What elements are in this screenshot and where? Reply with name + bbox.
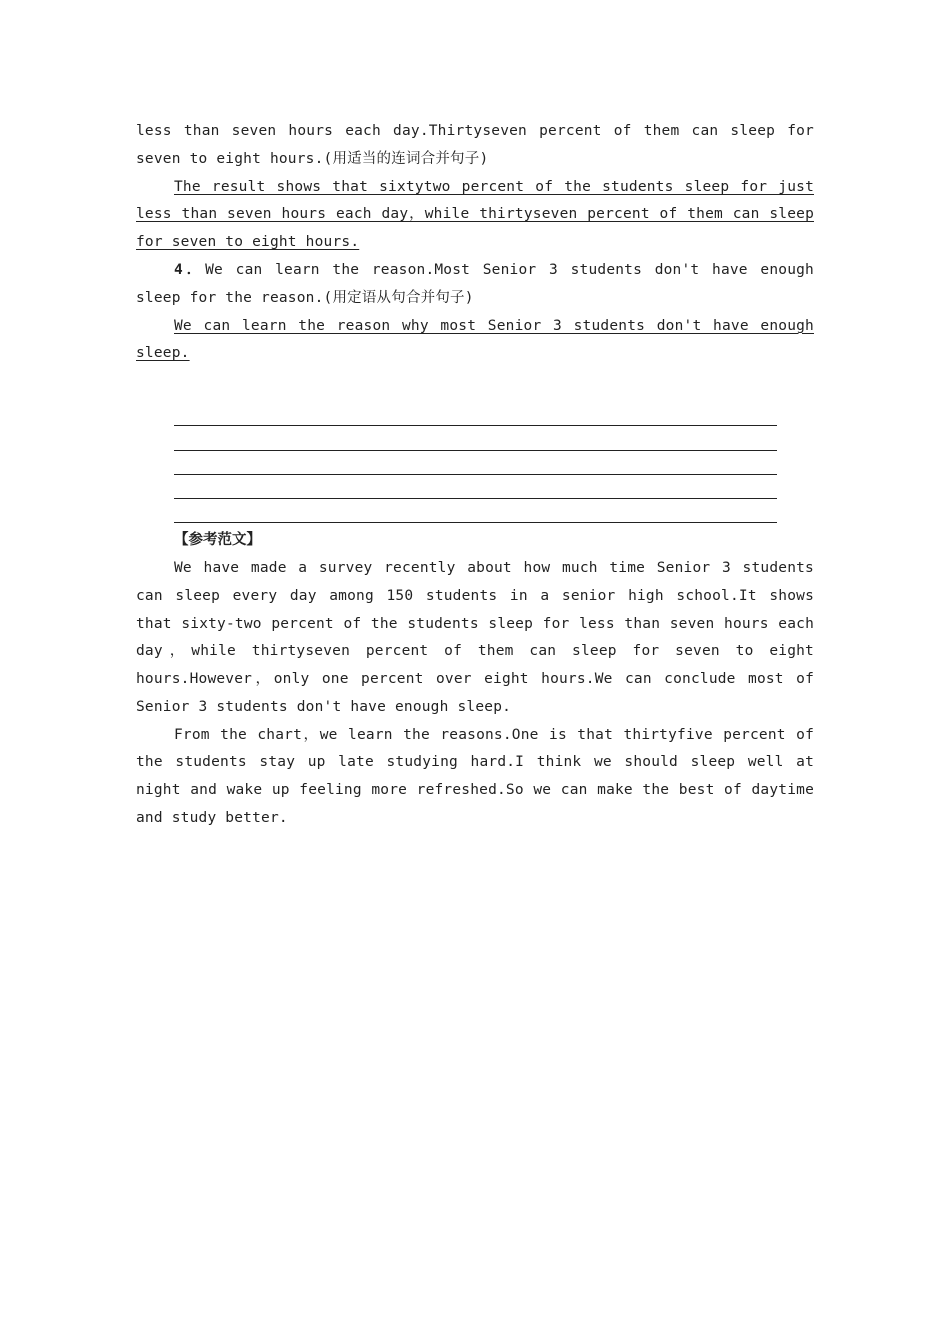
writing-line[interactable] bbox=[174, 426, 777, 450]
q3-answer-text: The result shows that sixtytwo percent of the students sleep for just less than seven hours each day，while thirtyseven percent of them can sleep for seven to eight hours. bbox=[136, 178, 814, 251]
q4-number: 4． bbox=[174, 261, 206, 278]
writing-area[interactable] bbox=[174, 402, 777, 523]
q3-question: less than seven hours each day.Thirtyseven percent of them can sleep for seven to eight hours.(用适当的连词合并句子) bbox=[136, 123, 814, 167]
reference-paragraph-1: We have made a survey recently about how much time Senior 3 students can sleep every day among 150 students in a senior high school.It shows that sixty-two percent of the students sleep for less than seven hours each day，while thirtyseven percent of them can sleep for seven to eight hours.However，only one percent over eight hours.We can conclude most of Senior 3 students don't have enough sleep. bbox=[136, 559, 814, 715]
writing-line[interactable] bbox=[174, 451, 777, 475]
q3-answer bbox=[136, 174, 814, 257]
reference-paragraph-2: From the chart，we learn the reasons.One is that thirtyfive percent of the students stay up late studying hard.I think we should sleep well at night and wake up feeling more refreshed.So we can make the best of daytime and study better. bbox=[136, 726, 814, 827]
reference-title: 【参考范文】 bbox=[174, 532, 261, 549]
document-page bbox=[136, 118, 814, 833]
writing-line[interactable] bbox=[174, 402, 777, 426]
q4-question-text: We can learn the reason.Most Senior 3 students don't have enough sleep for the reason.(用定语从句合并句子) bbox=[136, 261, 814, 306]
q4-answer-text: We can learn the reason why most Senior 3 students don't have enough sleep. bbox=[136, 317, 814, 362]
writing-line[interactable] bbox=[174, 499, 777, 523]
q4-answer bbox=[136, 313, 814, 369]
writing-line[interactable] bbox=[174, 475, 777, 499]
q4-question bbox=[136, 257, 814, 313]
